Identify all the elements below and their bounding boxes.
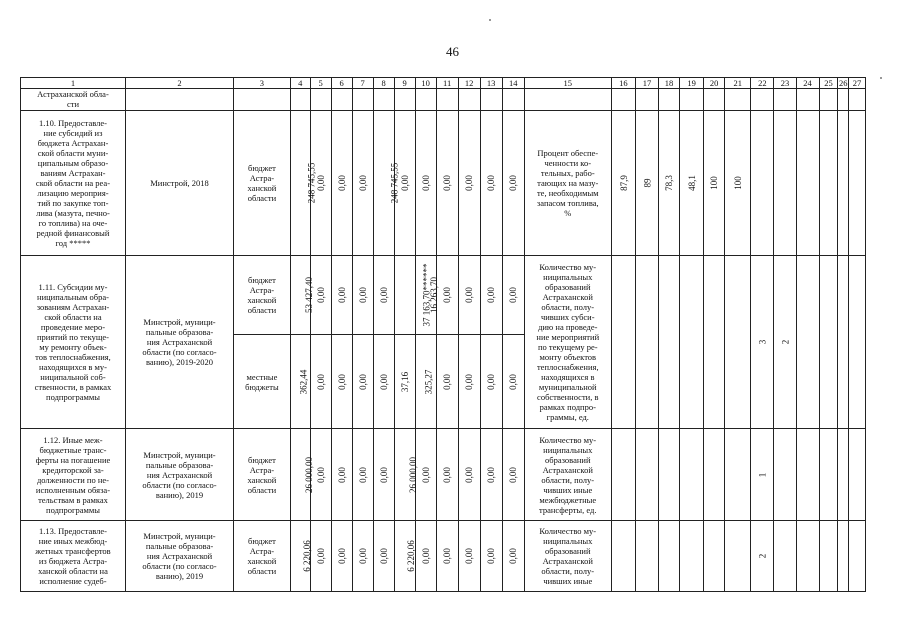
empty-cell <box>394 89 415 111</box>
cell-text: Количество му- ниципальных образований Астраханской области, полу- чивших иные <box>539 526 597 586</box>
executor-cell <box>125 111 233 256</box>
column-number: 9 <box>394 78 415 89</box>
amount-cell <box>290 429 314 521</box>
empty-cell <box>751 89 774 111</box>
activity-cell <box>21 429 126 521</box>
amount-value: 0,00 <box>315 287 326 303</box>
table-row <box>21 521 866 592</box>
source-cell <box>234 335 291 429</box>
column-number: 17 <box>635 78 658 89</box>
target-cell <box>774 521 796 592</box>
column-number: 11 <box>436 78 458 89</box>
target-cell <box>819 256 838 429</box>
amount-cell <box>436 335 458 429</box>
empty-cell <box>352 89 373 111</box>
amount-cell <box>290 335 310 429</box>
indicator-cell <box>524 256 611 429</box>
target-cell <box>796 256 819 429</box>
empty-cell <box>502 89 524 111</box>
target-cell <box>774 256 796 429</box>
source-cell <box>234 256 291 335</box>
amount-cell <box>373 111 399 256</box>
amount-value: 53 427,40 <box>303 277 314 313</box>
target-value: 100 <box>709 176 720 190</box>
empty-cell <box>725 89 751 111</box>
amount-cell <box>290 111 316 256</box>
empty-cell <box>373 89 394 111</box>
column-number: 8 <box>373 78 394 89</box>
amount-value: 0,00 <box>357 466 368 483</box>
column-number: 13 <box>480 78 502 89</box>
amount-value: 0,00 <box>464 287 475 303</box>
amount-value: 0,00 <box>508 175 519 191</box>
empty-cell <box>290 89 310 111</box>
activity-cell <box>21 256 126 429</box>
amount-cell <box>394 256 432 335</box>
cell-text: 1.13. Предоставле- ние иных межбюд- жетных трансфертов из бюджета Астра- ханской области на исполнение судеб- <box>35 526 111 586</box>
amount-cell <box>436 429 458 521</box>
table-row <box>21 89 866 111</box>
source-cell <box>234 521 291 592</box>
activity-cell <box>21 111 126 256</box>
target-cell <box>635 256 658 429</box>
empty-cell <box>125 89 233 111</box>
amount-cell <box>352 111 373 256</box>
amount-cell <box>436 256 458 335</box>
target-value: 2 <box>779 339 790 345</box>
column-number: 2 <box>125 78 233 89</box>
target-cell <box>659 521 680 592</box>
amount-cell <box>352 256 373 335</box>
amount-cell <box>352 521 373 592</box>
target-cell <box>819 521 838 592</box>
amount-value: 0,00 <box>442 287 453 303</box>
target-cell <box>635 429 658 521</box>
target-value: 87,9 <box>618 175 629 191</box>
amount-cell <box>373 429 394 521</box>
column-number: 22 <box>751 78 774 89</box>
executor-cell <box>125 521 233 592</box>
target-cell <box>680 429 704 521</box>
target-cell <box>704 256 725 429</box>
amount-cell <box>310 521 331 592</box>
target-cell <box>635 521 658 592</box>
cell-text: бюджет Астра- ханской области <box>247 163 277 203</box>
amount-value: 0,00 <box>378 373 389 390</box>
target-cell <box>751 256 774 429</box>
target-cell <box>725 256 751 429</box>
empty-cell <box>458 89 480 111</box>
target-cell <box>819 111 838 256</box>
cell-text: Минстрой, муници- пальные образова- ния Астраханской области (по согласо- ванию), 2019 <box>142 531 217 581</box>
amount-value: 0,00 <box>336 466 347 483</box>
cell-text: бюджет Астра- ханской области <box>247 454 277 495</box>
amount-cell <box>290 521 310 592</box>
empty-cell <box>680 89 704 111</box>
target-cell <box>725 429 751 521</box>
amount-cell <box>373 521 394 592</box>
amount-value: 0,00 <box>508 373 519 390</box>
amount-value: 0,00 <box>420 175 431 191</box>
amount-value: 6 220,06 <box>405 540 416 572</box>
column-number: 27 <box>848 78 865 89</box>
table-row <box>21 111 866 256</box>
amount-value: 0,00 <box>357 287 368 303</box>
amount-value: 0,00 <box>336 373 347 390</box>
target-cell <box>848 256 865 429</box>
column-number: 23 <box>774 78 796 89</box>
amount-cell <box>502 335 524 429</box>
table-row <box>21 256 866 335</box>
amount-cell <box>480 521 502 592</box>
cell-text: Процент обеспе- ченности ко- тельных, рабо- тающих на мазу- те, необходимым запасом топлива, % <box>536 148 599 218</box>
amount-value: 26 000,00 <box>303 456 314 493</box>
amount-value: 0,00 <box>378 548 389 564</box>
cell-text: местные бюджеты <box>245 371 279 392</box>
empty-cell <box>331 89 352 111</box>
empty-cell <box>480 89 502 111</box>
column-number: 15 <box>524 78 611 89</box>
amount-value: 0,00 <box>464 548 475 564</box>
target-cell <box>659 111 680 256</box>
target-cell <box>680 521 704 592</box>
empty-cell <box>838 89 848 111</box>
cell-text: 1.10. Предоставле- ние субсидий из бюджета Астрахан- ской области муни- ципальным образо- ваниям Астрахан- ской области на реа- лизацию мероприя- тий по закупке топ- лива (мазута, печно- го топлива) на оче- редной финансовый год ***** <box>35 118 111 248</box>
target-value: 2 <box>757 553 768 559</box>
target-cell <box>751 429 774 521</box>
column-number: 7 <box>352 78 373 89</box>
empty-cell <box>848 89 865 111</box>
amount-cell <box>310 335 331 429</box>
amount-cell <box>331 429 352 521</box>
amount-cell <box>458 256 480 335</box>
indicator-cell <box>524 111 611 256</box>
amount-value: 0,00 <box>378 287 389 303</box>
amount-cell <box>394 335 415 429</box>
column-number: 25 <box>819 78 838 89</box>
target-cell <box>704 521 725 592</box>
amount-value: 0,00 <box>315 373 326 390</box>
target-cell <box>848 111 865 256</box>
target-cell <box>704 111 725 256</box>
cell-text: 1.11. Субсидии му- ниципальным обра- зованиям Астрахан- ской области на проведение меро- приятий по текуще- му ремонту объек- тов теплоснабжения, находящихся в му- ниципальной соб- ственности, в рамках подпрограммы <box>34 282 112 402</box>
amount-value: 0,00 <box>336 287 347 303</box>
cell-text: Минстрой, 2018 <box>150 178 209 188</box>
amount-value: 0,00 <box>357 175 368 191</box>
amount-value: 37 163,70****** <box>421 263 432 327</box>
target-cell <box>838 429 848 521</box>
amount-cell <box>415 335 436 429</box>
amount-cell <box>394 521 415 592</box>
source-cell <box>234 111 291 256</box>
amount-value: 0,00 <box>464 175 475 191</box>
scan-dot <box>880 77 882 79</box>
amount-value: 0,00 <box>508 287 519 303</box>
amount-cell <box>290 256 314 335</box>
amount-cell <box>331 111 352 256</box>
target-cell <box>704 429 725 521</box>
amount-cell <box>436 521 458 592</box>
target-cell <box>611 429 635 521</box>
executor-cell <box>125 429 233 521</box>
target-cell <box>774 111 796 256</box>
amount-cell <box>394 429 418 521</box>
target-cell <box>819 429 838 521</box>
amount-cell <box>331 256 352 335</box>
amount-cell <box>352 335 373 429</box>
target-cell <box>838 256 848 429</box>
target-value: 48,1 <box>686 175 697 191</box>
target-cell <box>680 111 704 256</box>
amount-cell <box>458 111 480 256</box>
amount-cell <box>480 429 502 521</box>
amount-value: 248 745,55 <box>388 162 399 204</box>
column-number: 26 <box>838 78 848 88</box>
amount-cell <box>480 111 502 256</box>
column-number: 24 <box>796 78 819 89</box>
empty-cell <box>415 89 436 111</box>
column-number: 4 <box>290 78 310 89</box>
target-cell <box>725 521 751 592</box>
amount-value: 0,00 <box>336 175 347 191</box>
target-value: 1 <box>757 472 768 477</box>
source-cell <box>234 429 291 521</box>
target-cell <box>796 429 819 521</box>
amount-cell <box>502 256 524 335</box>
amount-value: 0,00 <box>315 548 326 564</box>
scan-dot <box>489 19 491 21</box>
amount-value: 0,00 <box>357 548 368 564</box>
table-row <box>21 429 866 521</box>
amount-cell <box>502 429 524 521</box>
amount-cell <box>458 429 480 521</box>
amount-value: 0,00 <box>442 466 453 483</box>
target-cell <box>680 256 704 429</box>
amount-cell <box>458 521 480 592</box>
page-number: 46 <box>446 44 459 59</box>
column-number: 1 <box>21 78 126 89</box>
amount-value: 0,00 <box>486 175 497 191</box>
empty-cell <box>774 89 796 111</box>
amount-value: 16 263,70 <box>428 277 439 313</box>
column-number: 20 <box>704 78 725 89</box>
header-row <box>21 78 866 89</box>
target-cell <box>725 111 751 256</box>
empty-cell <box>819 89 838 111</box>
amount-cell <box>415 429 436 521</box>
cell-text <box>21 89 126 111</box>
target-cell <box>848 521 865 592</box>
target-cell <box>635 111 658 256</box>
amount-value: 0,00 <box>486 287 497 303</box>
amount-value: 6 220,06 <box>301 540 312 572</box>
program-table <box>20 77 866 592</box>
amount-value: 0,00 <box>378 466 389 483</box>
amount-value: 0,00 <box>486 548 497 564</box>
column-number: 5 <box>310 78 331 89</box>
amount-cell <box>415 521 436 592</box>
target-cell <box>848 429 865 521</box>
amount-cell <box>331 335 352 429</box>
amount-value: 248 745,55 <box>306 162 316 204</box>
amount-value: 0,00 <box>464 466 475 483</box>
activity-cell <box>21 521 126 592</box>
target-cell <box>611 521 635 592</box>
cell-text: Количество му- ниципальных образований Астраханской области, полу- чивших иные межбюджетные трансферты, ед. <box>539 434 597 515</box>
column-number: 12 <box>458 78 480 89</box>
empty-cell <box>524 89 611 111</box>
target-value: 100 <box>732 176 743 190</box>
amount-cell <box>480 335 502 429</box>
row-label: Астраханской обла- сти <box>37 89 109 109</box>
empty-cell <box>704 89 725 111</box>
column-number: 19 <box>680 78 704 89</box>
amount-value: 0,00 <box>442 373 453 390</box>
empty-cell <box>796 89 819 111</box>
column-number: 16 <box>611 78 635 89</box>
amount-cell <box>480 256 502 335</box>
target-value: 89 <box>642 178 652 188</box>
amount-value: 0,00 <box>442 175 453 191</box>
amount-cell <box>373 256 394 335</box>
amount-value: 0,00 <box>336 548 347 564</box>
target-cell <box>774 429 796 521</box>
amount-value: 0,00 <box>420 548 431 564</box>
amount-value: 0,00 <box>357 373 368 390</box>
amount-cell <box>415 111 436 256</box>
target-cell <box>796 111 819 256</box>
target-cell <box>611 111 635 256</box>
column-number: 18 <box>659 78 680 89</box>
target-value: 78,3 <box>664 175 675 191</box>
target-cell <box>838 521 848 592</box>
column-number: 14 <box>502 78 524 89</box>
target-cell <box>838 111 848 256</box>
amount-cell <box>436 111 458 256</box>
target-cell <box>796 521 819 592</box>
amount-cell <box>458 335 480 429</box>
target-cell <box>751 521 774 592</box>
amount-cell <box>502 521 524 592</box>
target-cell <box>659 256 680 429</box>
empty-cell <box>436 89 458 111</box>
amount-value: 26 000,00 <box>407 456 418 493</box>
empty-cell <box>611 89 635 111</box>
amount-value: 0,00 <box>508 548 519 564</box>
amount-value: 0,00 <box>464 373 475 390</box>
amount-value: 0,00 <box>442 548 453 564</box>
indicator-cell <box>524 521 611 592</box>
target-value: 3 <box>757 339 768 345</box>
column-number: 21 <box>725 78 751 89</box>
amount-value: 0,00 <box>420 466 431 483</box>
column-number: 10 <box>415 78 436 89</box>
amount-value: 362,44 <box>298 369 309 394</box>
amount-value: 0,00 <box>315 175 326 191</box>
target-cell <box>611 256 635 429</box>
amount-value: 37,16 <box>399 371 410 392</box>
executor-cell <box>125 256 233 429</box>
empty-cell <box>310 89 331 111</box>
column-number: 6 <box>331 78 352 89</box>
amount-cell <box>502 111 524 256</box>
amount-cell <box>352 429 373 521</box>
cell-text: 1.12. Иные меж- бюджетные транс- ферты на погашение кредиторской за- долженности по не- исполненным обяза- тельствам в рамках подпрограммы <box>35 434 111 515</box>
cell-text: Минстрой, муници- пальные образова- ния Астраханской области (по согласо- ванию), 2019-2020 <box>142 317 217 367</box>
empty-cell <box>635 89 658 111</box>
cell-text: Количество му- ниципальных образований Астраханской области, полу- чивших субси- дию на проведе- ние мероприятий по текущему ре- монту объектов теплоснабжения, находящихся в муниципальной собственности, в рамках подпро- граммы, ед. <box>536 262 600 422</box>
empty-cell <box>659 89 680 111</box>
amount-cell <box>373 335 394 429</box>
empty-cell <box>234 89 291 111</box>
cell-text: бюджет Астра- ханской области <box>247 275 277 315</box>
amount-value: 325,27 <box>422 369 433 394</box>
target-cell <box>751 111 774 256</box>
column-number: 3 <box>234 78 291 89</box>
amount-value: 0,00 <box>486 466 497 483</box>
indicator-cell <box>524 429 611 521</box>
amount-value: 0,00 <box>315 466 326 483</box>
amount-value: 0,00 <box>486 373 497 390</box>
cell-text: Минстрой, муници- пальные образова- ния Астраханской области (по согласо- ванию), 2019 <box>142 449 217 500</box>
cell-text: бюджет Астра- ханской области <box>247 536 277 576</box>
amount-value: 0,00 <box>508 466 519 483</box>
amount-value: 0,00 <box>399 175 410 191</box>
amount-cell <box>331 521 352 592</box>
target-cell <box>659 429 680 521</box>
